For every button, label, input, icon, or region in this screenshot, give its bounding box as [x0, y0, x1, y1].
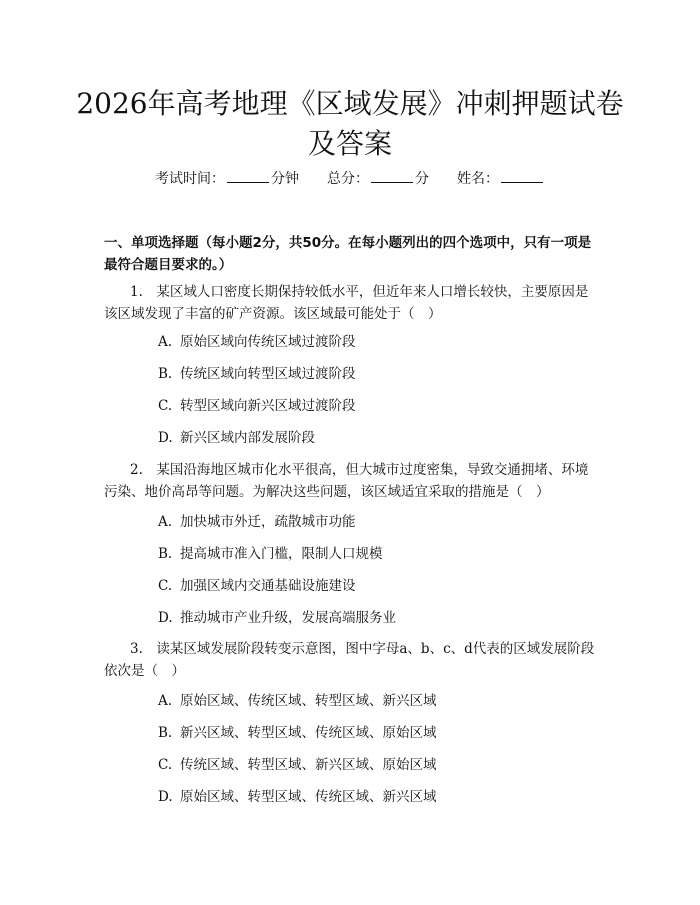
- question-3: 3. 读某区域发展阶段转变示意图，图中字母a、b、c、d代表的区域发展阶段依次是（ ）: [104, 641, 595, 679]
- option-letter: A.: [158, 514, 173, 530]
- time-label: 考试时间：: [155, 171, 225, 187]
- option-text: 推动城市产业升级，发展高端服务业: [180, 610, 396, 626]
- question-2-option-a: [158, 511, 598, 533]
- name-blank: [501, 168, 543, 183]
- score-unit: 分: [415, 171, 429, 187]
- option-text: 传统区域向转型区域过渡阶段: [180, 366, 356, 382]
- exam-info-line: [0, 168, 700, 189]
- exam-title-line1: 2026年高考地理《区域发展》冲刺押题试卷: [76, 87, 624, 120]
- option-letter: B.: [158, 725, 173, 741]
- option-text: 传统区域、转型区域、新兴区域、原始区域: [180, 757, 437, 773]
- score-label: 总分：: [327, 171, 369, 187]
- question-1-option-d: [158, 427, 598, 449]
- question-1-option-c: [158, 395, 598, 417]
- option-letter: C.: [158, 398, 173, 414]
- option-letter: D.: [158, 610, 173, 626]
- question-3-option-d: [158, 786, 598, 808]
- question-1: 1. 某区域人口密度长期保持较低水平，但近年来人口增长较快，主要原因是该区域发现了丰富的矿产资源。该区域最可能处于（ ）: [104, 284, 589, 322]
- option-text: 转型区域向新兴区域过渡阶段: [180, 398, 356, 414]
- option-letter: B.: [158, 546, 173, 562]
- question-1-option-a: [158, 331, 598, 353]
- option-letter: B.: [158, 366, 173, 382]
- question-2-option-d: [158, 607, 598, 629]
- option-text: 加强区域内交通基础设施建设: [180, 578, 356, 594]
- option-text: 加快城市外迁，疏散城市功能: [180, 514, 356, 530]
- name-label: 姓名：: [457, 171, 499, 187]
- score-blank: [371, 168, 413, 183]
- option-letter: C.: [158, 757, 173, 773]
- question-2: 2. 某国沿海地区城市化水平很高，但大城市过度密集，导致交通拥堵、环境污染、地价高昂等问题。为解决这些问题，该区域适宜采取的措施是（ ）: [104, 462, 589, 500]
- option-text: 原始区域、转型区域、传统区域、新兴区域: [180, 789, 437, 805]
- question-3-option-a: [158, 690, 598, 712]
- option-text: 新兴区域、转型区域、传统区域、原始区域: [180, 725, 437, 741]
- option-text: 新兴区域内部发展阶段: [180, 430, 315, 446]
- question-3-option-c: [158, 754, 598, 776]
- exam-title: [60, 84, 640, 164]
- question-3-option-b: [158, 722, 598, 744]
- option-letter: A.: [158, 334, 173, 350]
- section-heading: 一、单项选择题（每小题2分，共50分。在每小题列出的四个选项中，只有一项是最符合题目要求的。）: [104, 235, 592, 273]
- time-unit: 分钟: [271, 171, 299, 187]
- exam-title-line2: 及答案: [307, 127, 392, 160]
- question-1-option-b: [158, 363, 598, 385]
- option-text: 提高城市准入门槛，限制人口规模: [180, 546, 383, 562]
- question-2-option-c: [158, 575, 598, 597]
- question-2-option-b: [158, 543, 598, 565]
- option-letter: A.: [158, 693, 173, 709]
- option-text: 原始区域、传统区域、转型区域、新兴区域: [180, 693, 437, 709]
- option-text: 原始区域向传统区域过渡阶段: [180, 334, 356, 350]
- option-letter: C.: [158, 578, 173, 594]
- time-blank: [227, 168, 269, 183]
- option-letter: D.: [158, 430, 173, 446]
- option-letter: D.: [158, 789, 173, 805]
